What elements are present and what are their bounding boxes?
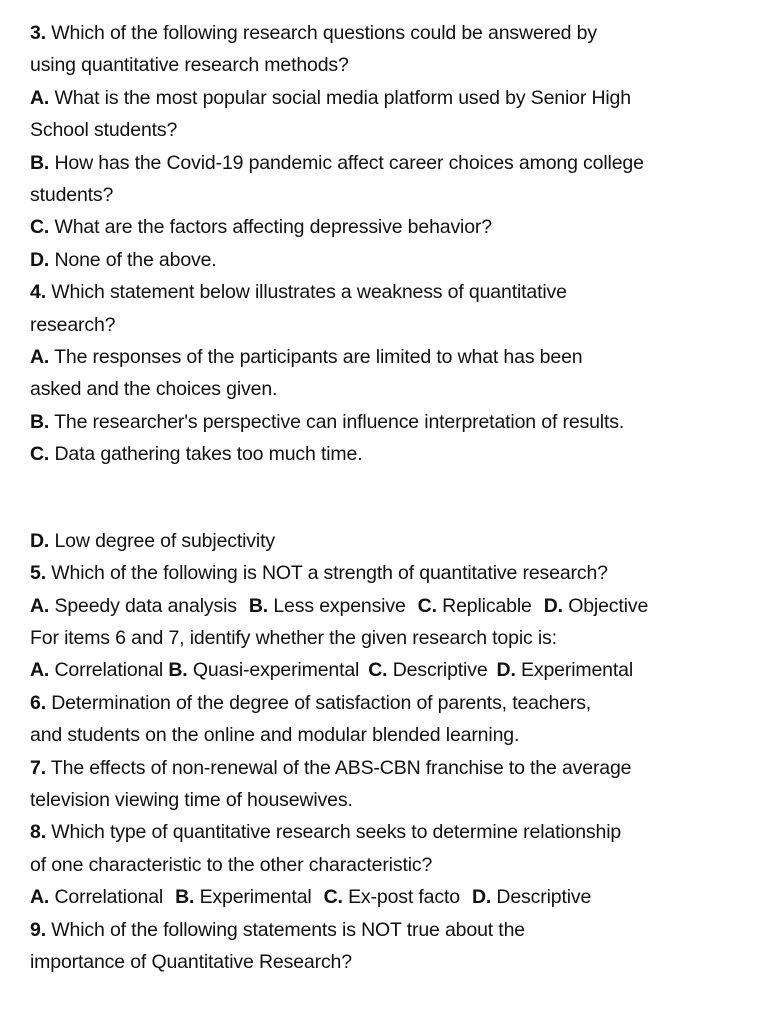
- option-text: asked and the choices given.: [30, 378, 278, 401]
- option-3c: [30, 211, 760, 243]
- option-text: Speedy data analysis: [54, 594, 237, 617]
- question-text: Determination of the degree of satisfaction of parents, teachers,: [51, 691, 592, 714]
- option-text: Low degree of subjectivity: [54, 529, 275, 552]
- question-4: [30, 276, 760, 308]
- option-3d: [30, 244, 760, 276]
- option-text: Correlational: [54, 886, 164, 909]
- option-3a-cont: [30, 114, 760, 146]
- option-text: Replicable: [442, 594, 532, 617]
- option-letter: C.: [30, 443, 50, 466]
- option-text: The researcher's perspective can influence interpretation of results.: [54, 410, 625, 433]
- option-4a: [30, 341, 760, 373]
- option-text: Quasi-experimental: [192, 659, 360, 682]
- option-4a-cont: [30, 373, 760, 405]
- question-number: 5.: [30, 562, 46, 585]
- option-letter: D.: [543, 594, 563, 617]
- question-number: 7.: [30, 756, 46, 779]
- option-4c: [30, 438, 760, 470]
- question-9-cont: [30, 946, 760, 978]
- option-letter: A.: [30, 346, 50, 369]
- option-text: How has the Covid-19 pandemic affect career choices among college: [54, 151, 644, 174]
- option-text: Objective: [568, 594, 649, 617]
- option-text: The responses of the participants are limited to what has been: [54, 346, 583, 369]
- option-text: Experimental: [199, 886, 312, 909]
- option-letter: B.: [248, 594, 269, 617]
- question-3: [30, 17, 760, 49]
- question-text: research?: [30, 313, 116, 336]
- option-letter: B.: [175, 886, 195, 909]
- question-text: Which of the following statements is NOT true about the: [51, 918, 525, 941]
- options-8: [30, 881, 760, 913]
- question-8: [30, 816, 760, 848]
- question-9: [30, 914, 760, 946]
- question-number: 8.: [30, 821, 46, 844]
- option-text: What is the most popular social media platform used by Senior High: [54, 86, 631, 109]
- option-letter: D.: [496, 659, 516, 682]
- question-8-cont: [30, 849, 760, 881]
- option-letter: D.: [471, 886, 492, 909]
- option-letter: C.: [323, 886, 343, 909]
- question-number: 6.: [30, 691, 46, 714]
- question-number: 3.: [30, 22, 46, 44]
- option-letter: A.: [30, 594, 50, 617]
- question-text: Which type of quantitative research seeks to determine relationship: [51, 821, 622, 844]
- option-letter: A.: [30, 86, 50, 109]
- option-letter: C.: [417, 594, 437, 617]
- question-text: and students on the online and modular blended learning.: [30, 724, 520, 747]
- option-letter: D.: [30, 248, 50, 271]
- option-text: Ex-post facto: [348, 886, 460, 909]
- question-text: television viewing time of housewives.: [30, 788, 353, 811]
- option-letter: B.: [30, 151, 50, 174]
- option-3b-cont: [30, 179, 760, 211]
- instruction-text: For items 6 and 7, identify whether the given research topic is:: [30, 626, 557, 649]
- option-letter: C.: [368, 659, 388, 682]
- option-letter: B.: [168, 659, 188, 682]
- question-text: of one characteristic to the other characteristic?: [30, 853, 433, 876]
- question-text: Which statement below illustrates a weakness of quantitative: [51, 281, 567, 304]
- question-text: importance of Quantitative Research?: [30, 950, 352, 973]
- question-text: Which of the following is NOT a strength of quantitative research?: [51, 562, 608, 585]
- option-text: Experimental: [521, 659, 634, 682]
- question-text: using quantitative research methods?: [30, 54, 349, 77]
- question-6: [30, 687, 760, 719]
- option-letter: B.: [30, 410, 50, 433]
- option-text: Descriptive: [392, 659, 488, 682]
- option-text: None of the above.: [54, 248, 217, 271]
- quiz-document: [30, 17, 760, 978]
- question-number: 4.: [30, 281, 46, 304]
- question-5: [30, 557, 760, 589]
- option-letter: C.: [30, 216, 50, 239]
- option-text: Correlational: [54, 659, 164, 682]
- question-7: [30, 752, 760, 784]
- question-4-cont: [30, 309, 760, 341]
- option-text: What are the factors affecting depressive behavior?: [54, 216, 492, 239]
- option-3a: [30, 82, 760, 114]
- question-3-cont: [30, 49, 760, 81]
- option-4b: [30, 406, 760, 438]
- options-6-7: [30, 654, 760, 686]
- option-text: Less expensive: [273, 594, 406, 617]
- option-text: students?: [30, 184, 114, 207]
- option-3b: [30, 147, 760, 179]
- option-text: School students?: [30, 119, 178, 142]
- question-7-cont: [30, 784, 760, 816]
- question-number: 9.: [30, 918, 46, 941]
- option-letter: A.: [30, 659, 50, 682]
- question-6-cont: [30, 719, 760, 751]
- blank-space: [30, 471, 760, 525]
- option-text: Data gathering takes too much time.: [54, 443, 363, 466]
- option-letter: A.: [30, 886, 50, 909]
- items-6-7-instruction: [30, 622, 760, 654]
- option-4d: [30, 525, 760, 557]
- question-text: The effects of non-renewal of the ABS-CBN franchise to the average: [50, 756, 632, 779]
- options-5: [30, 590, 760, 622]
- question-text: Which of the following research questions could be answered by: [51, 22, 597, 44]
- option-letter: D.: [30, 529, 50, 552]
- option-text: Descriptive: [496, 886, 592, 909]
